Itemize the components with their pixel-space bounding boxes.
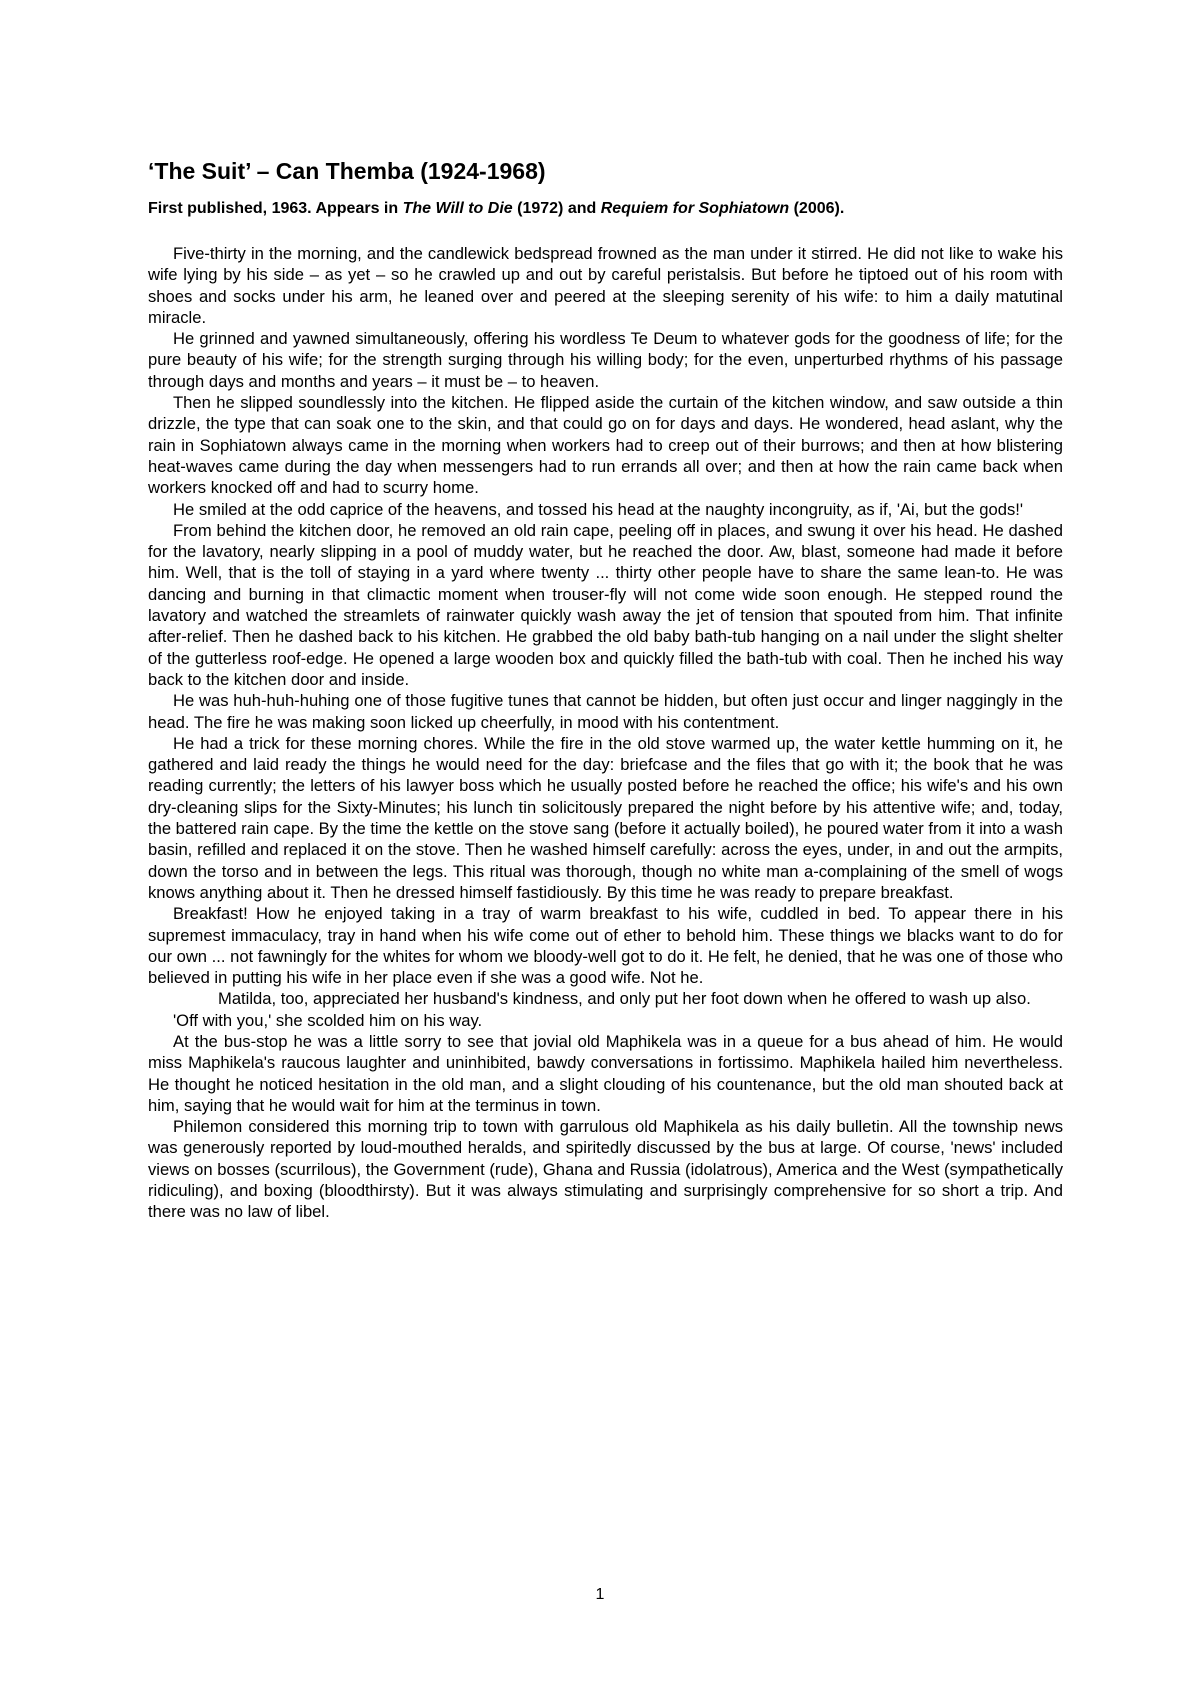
paragraph: Philemon considered this morning trip to town with garrulous old Maphikela as his daily bulletin. All the township news was generously reported by loud-mouthed heralds, and spiritedly discussed by the bus at large. Of course, 'news' included views on bosses (scurrilous), the Government (rude), Ghana and Russia (idolatrous), America and the West (sympathetically ridiculing), and boxing (bloodthirsty). But it was always stimulating and surprisingly comprehensive for so short a trip. And there was no law of libel. <box>148 1117 1063 1222</box>
paragraph: He was huh-huh-huhing one of those fugitive tunes that cannot be hidden, but often just occur and linger naggingly in the head. The fire he was making soon licked up cheerfully, in mood with his contentment. <box>148 691 1063 732</box>
publication-suffix: (2006). <box>789 200 845 217</box>
publication-info <box>148 199 1063 219</box>
story-title: ‘The Suit’ – Can Themba (1924-1968) <box>148 158 546 184</box>
paragraph: He had a trick for these morning chores. While the fire in the old stove warmed up, the water kettle humming on it, he gathered and laid ready the things he would need for the day: briefcase and the files that go with it; the book that he was reading currently; the letters of his lawyer boss which he usually posted before he reached the office; his wife's and his own dry-cleaning slips for the Sixty-Minutes; his lunch tin solicitously prepared the night before by his attentive wife; and, today, the battered rain cape. By the time the kettle on the stove sang (before it actually boiled), he poured water from it into a wash basin, refilled and replaced it on the stove. Then he washed himself carefully: across the eyes, under, in and out the armpits, down the torso and in between the legs. This ritual was thorough, though no white man a-complaining of the smell of wogs knows anything about it. Then he dressed himself fastidiously. By this time he was ready to prepare breakfast. <box>148 733 1064 902</box>
page-number: 1 <box>595 1586 605 1603</box>
book-title-requiem: Requiem for Sophiatown <box>600 200 790 217</box>
publication-middle: (1972) and <box>512 200 601 217</box>
paragraph: He grinned and yawned simultaneously, offering his wordless Te Deum to whatever gods for the goodness of life; for the pure beauty of his wife; for the strength surging through his willing body; for the even, unperturbed rhythms of his passage through days and months and years – it must be – to heaven. <box>148 329 1063 391</box>
paragraph: Five-thirty in the morning, and the candlewick bedspread frowned as the man under it stirred. He did not like to wake his wife lying by his side – as yet – so he crawled up and out by careful peristalsis. But before he tiptoed out of his room with shoes and socks under his arm, he leaned over and peered at the sleeping serenity of his wife: to him a daily matutinal miracle. <box>148 244 1063 327</box>
paragraph: From behind the kitchen door, he removed an old rain cape, peeling off in places, and swung it over his head. He dashed for the lavatory, nearly slipping in a pool of muddy water, but he reached the door. Aw, blast, someone had made it before him. Well, that is the toll of staying in a yard where twenty ... thirty other people have to share the same lean-to. He was dancing and burning in that climactic moment when trouser-fly will not come wide soon enough. He stepped round the lavatory and watched the streamlets of rainwater quickly wash away the jet of tension that spouted from him. That infinite after-relief. Then he dashed back to his kitchen. He grabbed the old baby bath-tub hanging on a nail under the slight shelter of the gutterless roof-edge. He opened a large wooden box and quickly filled the bath-tub with coal. Then he inched his way back to the kitchen door and inside. <box>148 520 1063 689</box>
paragraph: He smiled at the odd caprice of the heavens, and tossed his head at the naughty incongruity, as if, 'Ai, but the gods!' <box>173 499 1024 519</box>
story-body <box>148 243 1063 1223</box>
paragraph: At the bus-stop he was a little sorry to see that jovial old Maphikela was in a queue for a bus ahead of him. He would miss Maphikela's raucous laughter and uninhibited, bawdy conversations in fortissimo. Maphikela hailed him nevertheless. He thought he noticed hesitation in the old man, and a slight clouding of his countenance, but the old man shouted back at him, saying that he would wait for him at the terminus in town. <box>148 1031 1063 1115</box>
page-content <box>148 157 1063 1223</box>
paragraph: Breakfast! How he enjoyed taking in a tray of warm breakfast to his wife, cuddled in bed. To appear there in his supremest immaculacy, tray in hand when his wife come out of ether to behold him. These things we blacks want to do for our own ... not fawningly for the whites for whom we bloody-well got to do it. He felt, he denied, that he was one of those who believed in putting his wife in her place even if she was a good wife. Not he. <box>148 904 1064 988</box>
paragraph: 'Off with you,' she scolded him on his way. <box>173 1010 483 1030</box>
paragraph: Matilda, too, appreciated her husband's kindness, and only put her foot down when he offered to wash up also. <box>218 989 1031 1009</box>
paragraph: Then he slipped soundlessly into the kitchen. He flipped aside the curtain of the kitchen window, and saw outside a thin drizzle, the type that can soak one to the skin, and that could go on for days and days. He wondered, head aslant, why the rain in Sophiatown always came in the morning when workers had to creep out of their burrows; and then at how blistering heat-waves came during the day when messengers had to run errands all over; and then at how the rain came back when workers knocked off and had to scurry home. <box>148 393 1063 498</box>
book-title-will-to-die: The Will to Die <box>402 200 513 217</box>
publication-prefix: First published, 1963. Appears in <box>148 200 403 217</box>
